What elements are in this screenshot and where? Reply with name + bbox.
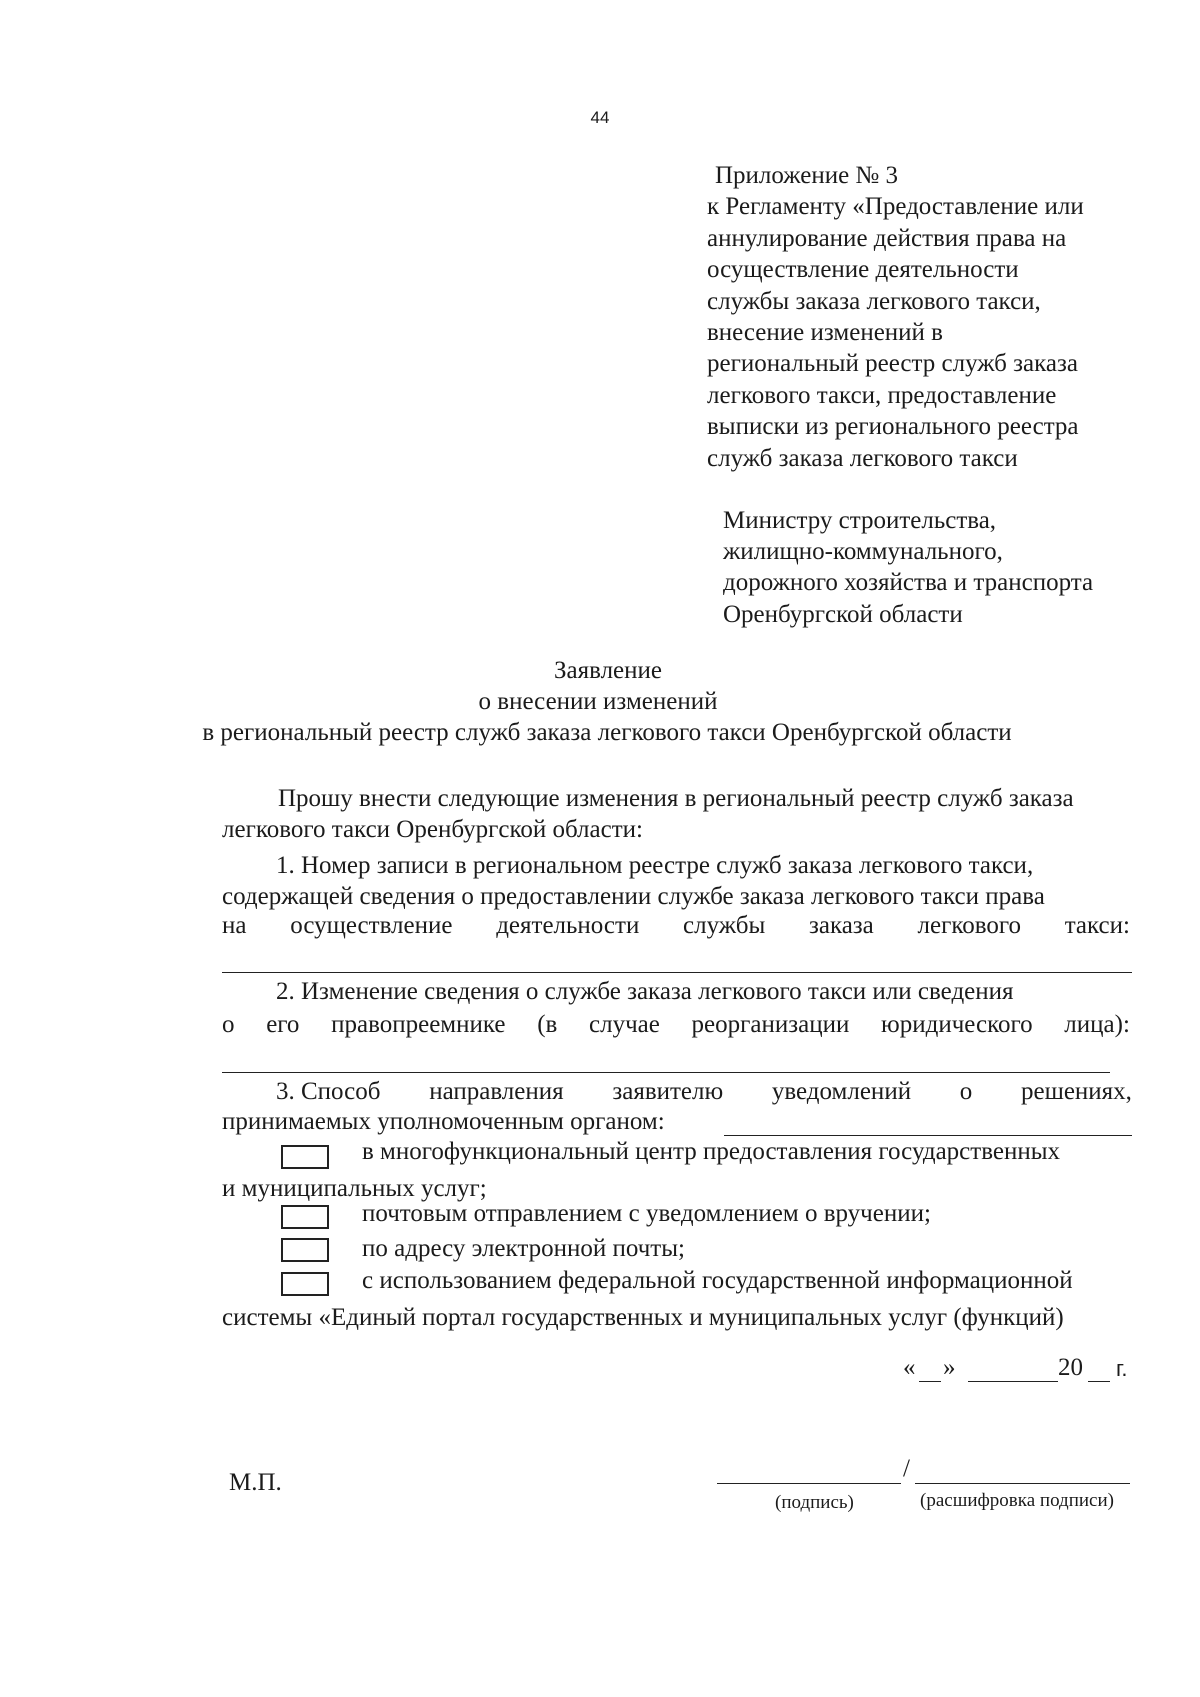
intro-line-1: Прошу внести следующие изменения в региональный реестр служб заказа bbox=[278, 785, 1074, 812]
option-mail-checkbox[interactable] bbox=[281, 1205, 329, 1229]
stamp-label: М.П. bbox=[229, 1469, 282, 1496]
appendix-line: региональный реестр служб заказа bbox=[707, 350, 1078, 378]
justified-word: случае bbox=[589, 1011, 660, 1038]
justified-word: уведомлений bbox=[771, 1078, 912, 1105]
appendix-line: выписки из регионального реестра bbox=[707, 413, 1079, 441]
intro-line-2: легкового такси Оренбургской области: bbox=[222, 816, 643, 843]
option-email-label: по адресу электронной почты; bbox=[362, 1235, 685, 1262]
document-subtitle: о внесении изменений bbox=[478, 688, 718, 715]
date-day-field[interactable] bbox=[919, 1381, 941, 1382]
signature-field[interactable] bbox=[717, 1483, 901, 1484]
addressee-line: жилищно-коммунального, bbox=[723, 538, 1003, 566]
addressee-line: Оренбургской области bbox=[723, 600, 963, 628]
appendix-line: к Регламенту «Предоставление или bbox=[707, 193, 1084, 221]
item1-line-2: содержащей сведения о предоставлении службе заказа легкового такси права bbox=[222, 883, 1045, 910]
justified-word: решениях, bbox=[1020, 1078, 1132, 1105]
item3-answer-field[interactable] bbox=[724, 1135, 1132, 1136]
item1-answer-field[interactable] bbox=[222, 972, 1132, 973]
justified-word: его bbox=[266, 1011, 300, 1038]
document-title: Заявление bbox=[553, 657, 663, 684]
justified-word: заявителю bbox=[612, 1078, 724, 1105]
signature-slash: / bbox=[903, 1455, 910, 1482]
addressee-block bbox=[723, 505, 1163, 630]
addressee-line: Министру строительства, bbox=[723, 507, 997, 534]
justified-word: о bbox=[222, 1011, 235, 1038]
appendix-line: внесение изменений в bbox=[707, 319, 943, 347]
item2-line-1: 2. Изменение сведения о службе заказа легкового такси или сведения bbox=[276, 978, 1014, 1005]
item3-line-2: принимаемых уполномоченным органом: bbox=[222, 1108, 665, 1135]
option-portal-line-2: системы «Единый портал государственных и муниципальных услуг (функций) bbox=[222, 1304, 1064, 1331]
appendix-line: легкового такси, предоставление bbox=[707, 381, 1057, 409]
justified-word: направления bbox=[429, 1078, 564, 1105]
appendix-line: осуществление деятельности bbox=[707, 256, 1019, 284]
signature-label: (подпись) bbox=[775, 1492, 854, 1513]
option-mfc-line-1: в многофункциональный центр предоставления государственных bbox=[362, 1138, 1061, 1165]
justified-word: заказа bbox=[808, 912, 874, 939]
appendix-line: служб заказа легкового такси bbox=[707, 444, 1018, 472]
item1-line-1: 1. Номер записи в региональном реестре служб заказа легкового такси, bbox=[276, 852, 1034, 879]
document-subtitle-line2: в региональный реестр служб заказа легкового такси Оренбургской области bbox=[202, 719, 1012, 746]
appendix-line: аннулирование действия права на bbox=[707, 224, 1067, 252]
justified-word: легкового bbox=[917, 912, 1021, 939]
option-mfc-checkbox[interactable] bbox=[281, 1145, 329, 1169]
option-mfc-line-2: и муниципальных услуг; bbox=[222, 1175, 487, 1202]
option-portal-line-1: с использованием федеральной государственной информационной bbox=[362, 1267, 1073, 1294]
item1-line-3 bbox=[222, 912, 1130, 940]
appendix-line: службы заказа легкового такси, bbox=[707, 287, 1041, 315]
appendix-header bbox=[707, 160, 1155, 474]
date-year-field[interactable] bbox=[1088, 1381, 1110, 1382]
justified-word: 3. Способ bbox=[276, 1078, 381, 1105]
option-mail-label: почтовым отправлением с уведомлением о вручении; bbox=[362, 1200, 931, 1227]
signature-decode-label: (расшифровка подписи) bbox=[920, 1490, 1114, 1511]
justified-word: (в bbox=[537, 1011, 558, 1038]
appendix-line: Приложение № 3 bbox=[715, 162, 899, 189]
option-portal-checkbox[interactable] bbox=[281, 1272, 329, 1296]
date-year-suffix: г. bbox=[1116, 1356, 1128, 1381]
date-open-quote: « bbox=[903, 1354, 916, 1381]
justified-word: лица): bbox=[1064, 1011, 1130, 1038]
date-month-field[interactable] bbox=[968, 1381, 1058, 1382]
item2-line-2 bbox=[222, 1011, 1130, 1039]
justified-word: правопреемнике bbox=[331, 1011, 506, 1038]
item3-line-1 bbox=[276, 1078, 1132, 1106]
justified-word: юридического bbox=[881, 1011, 1033, 1038]
date-year-prefix: 20 bbox=[1058, 1354, 1083, 1381]
justified-word: такси: bbox=[1064, 912, 1130, 939]
justified-word: реорганизации bbox=[691, 1011, 850, 1038]
justified-word: на bbox=[222, 912, 247, 939]
justified-word: осуществление bbox=[290, 912, 453, 939]
addressee-line: дорожного хозяйства и транспорта bbox=[723, 569, 1094, 597]
justified-word: службы bbox=[683, 912, 766, 939]
page-number: 44 bbox=[590, 108, 610, 127]
justified-word: деятельности bbox=[496, 912, 640, 939]
item2-answer-field[interactable] bbox=[222, 1072, 1110, 1073]
option-email-checkbox[interactable] bbox=[281, 1238, 329, 1262]
justified-word: о bbox=[959, 1078, 973, 1105]
date-close-quote: » bbox=[943, 1354, 956, 1381]
signature-decode-field[interactable] bbox=[915, 1483, 1130, 1484]
